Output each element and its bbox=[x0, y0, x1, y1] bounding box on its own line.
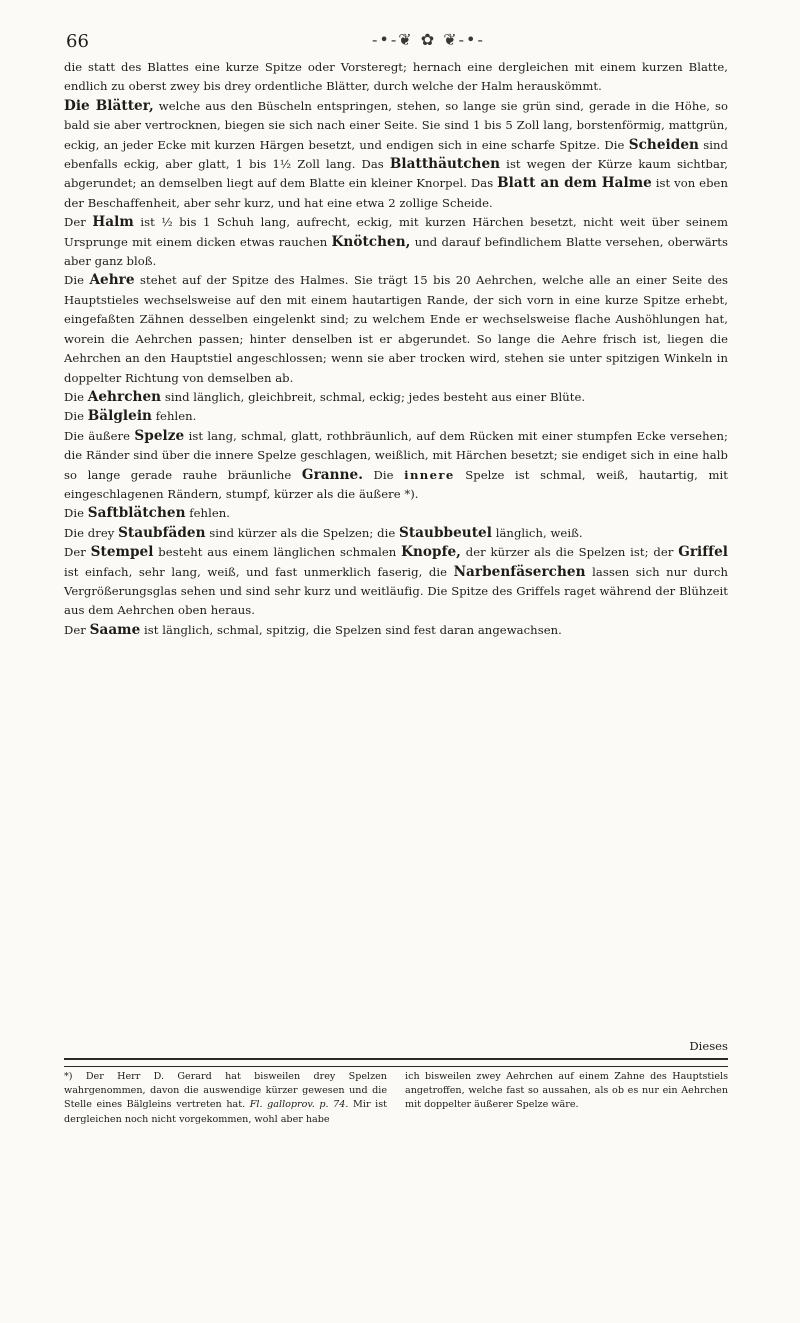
paragraph-blaetter: Die Blätter, welche aus den Büscheln entspringen, stehen, so lange sie grün sind, gerade in die Höhe, so bald sie aber vertrocknen, biegen sie sich nach einer Seite. Sie sind 1 bis 5 Zoll lang, borstenförmig, mattgrün, eckig, an jeder Ecke mit kurzen Härgen besetzt, und endigen sich in eine scharfe Spitze. Die Scheiden sind ebenfalls eckig, aber glatt, 1 bis 1½ Zoll lang. Das Blatthäutchen ist wegen der Kürze kaum sichtbar, abgerundet; an demselben liegt auf dem Blatte ein kleiner Knorpel. Das Blatt an dem Halme ist von eben der Beschaffenheit, aber sehr kurz, und hat eine etwa 2 zollige Scheide. bbox=[64, 97, 729, 210]
term-innere: innere bbox=[404, 467, 455, 482]
term-blaetter: Die Blätter, bbox=[64, 97, 154, 114]
catchword: Dieses bbox=[689, 1039, 728, 1053]
term-granne: Granne. bbox=[301, 466, 363, 483]
footnote-left: *) Der Herr D. Gerard hat bisweilen drey Spelzen wahrgenommen, davon die auswendige kürzer gewesen und die Stelle eines Bälgleins vertreten hat. Fl. galloprov. p. 74. Mir ist dergleichen noch nicht vorgekommen, wohl aber habe bbox=[64, 1071, 387, 1125]
footnote-divider bbox=[64, 1058, 728, 1067]
paragraph-aehrchen: Die Aehrchen sind länglich, gleichbreit, schmal, eckig; jedes besteht aus einer Blüte. bbox=[64, 388, 586, 405]
paragraph-halm-continuation: die statt des Blattes eine kurze Spitze oder Vorsteregt; hernach eine dergleichen mit einem kurzen Blatte, endlich zu oberst zwey bis drey ordentliche Blätter, durch welche der Halm herauskömmt. bbox=[64, 60, 728, 94]
term-saftblaetchen: Saftblätchen bbox=[87, 505, 186, 522]
paragraph-stempel: Der Stempel besteht aus einem länglichen schmalen Knopfe, der kürzer als die Spelzen ist; der Griffel ist einfach, sehr lang, weiß, und fast unmerklich faserig, die Narbenfäserchen lassen sich nur durch Vergrößerungsglas sehen und sind sehr kurz und weitläufig. Die Spitze des Griffels raget während der Blühzeit aus dem Aehrchen oben heraus. bbox=[64, 544, 728, 618]
term-saame: Saame bbox=[89, 621, 141, 638]
flora-reference: Fl. galloprov. p. 74. bbox=[249, 1099, 349, 1111]
page-number: 66 bbox=[66, 31, 89, 52]
main-text bbox=[64, 58, 728, 640]
term-knoetchen: Knötchen, bbox=[331, 233, 411, 250]
term-baelglein: Bälglein bbox=[87, 408, 152, 425]
term-aehrchen: Aehrchen bbox=[87, 388, 162, 405]
footnotes bbox=[64, 1070, 728, 1127]
term-blatthaeutchen: Blatthäutchen bbox=[389, 156, 501, 173]
term-blatt-am-halme: Blatt an dem Halme bbox=[497, 175, 652, 192]
page-header bbox=[0, 0, 800, 60]
paragraph-aehre: Die Aehre stehet auf der Spitze des Halmes. Sie trägt 15 bis 20 Aehrchen, welche alle an einer Seite des Hauptstieles wechselsweise auf den mit einem hautartigen Rande, der sich vorn in eine kurze Spitze erhebt, eingefaßten Zähnen desselben eingelenkt sind; zu welchem Ende er wechselsweise flache Aushöhlungen hat, worein die Aehrchen passen; hinter denselben ist er abgerundet. So lange die Aehre frisch ist, liegen die Aehrchen an den Hauptstiel angeschlossen; wenn sie aber trocken wird, stehen sie unter spitzigen Winkeln in doppelter Richtung von demselben ab. bbox=[64, 272, 729, 385]
paragraph-halm: Der Halm ist ½ bis 1 Schuh lang, aufrecht, eckig, mit kurzen Härchen besetzt, nicht weit über seinem Ursprunge mit einem dicken etwas rauchen Knötchen, und darauf befindlichem Blatte versehen, oberwärts aber ganz bloß. bbox=[64, 214, 728, 269]
term-spelze: Spelze bbox=[134, 427, 185, 444]
paragraph-staubfaeden: Die drey Staubfäden sind kürzer als die Spelzen; die Staubbeutel länglich, weiß. bbox=[64, 524, 583, 541]
term-halm: Halm bbox=[92, 214, 134, 231]
term-narbenfaeserchen: Narbenfäserchen bbox=[453, 563, 586, 580]
paragraph-baelglein: Die Bälglein fehlen. bbox=[64, 408, 197, 425]
term-scheiden: Scheiden bbox=[628, 136, 699, 153]
term-stempel: Stempel bbox=[90, 544, 154, 561]
term-aehre: Aehre bbox=[89, 272, 135, 289]
term-staubfaeden: Staubfäden bbox=[118, 524, 206, 541]
header-ornament: -•-❦ ✿ ❦-•- bbox=[372, 30, 485, 49]
term-knopf: Knopfe, bbox=[401, 544, 461, 561]
paragraph-saame: Der Saame ist länglich, schmal, spitzig, die Spelzen sind fest daran angewachsen. bbox=[64, 621, 562, 638]
term-staubbeutel: Staubbeutel bbox=[398, 524, 492, 541]
paragraph-saftblaetchen: Die Saftblätchen fehlen. bbox=[64, 505, 230, 522]
term-griffel: Griffel bbox=[678, 544, 728, 561]
footnote-right: ich bisweilen zwey Aehrchen auf einem Zahne des Hauptstiels angetroffen, welche fast so aussahen, als ob es nur ein Aehrchen mit doppelter äußerer Spelze wäre. bbox=[405, 1071, 728, 1111]
paragraph-spelze: Die äußere Spelze ist lang, schmal, glatt, rothbräunlich, auf dem Rücken mit einer stumpfen Ecke versehen; die Ränder sind über die innere Spelze geschlagen, weißlich, mit Härchen besetzt; sie endiget sich in eine halb so lange gerade rauhe bräunliche Granne. Die innere Spelze ist schmal, weiß, hautartig, mit eingeschlagenen Rändern, stumpf, kürzer als die äußere *). bbox=[64, 427, 728, 501]
